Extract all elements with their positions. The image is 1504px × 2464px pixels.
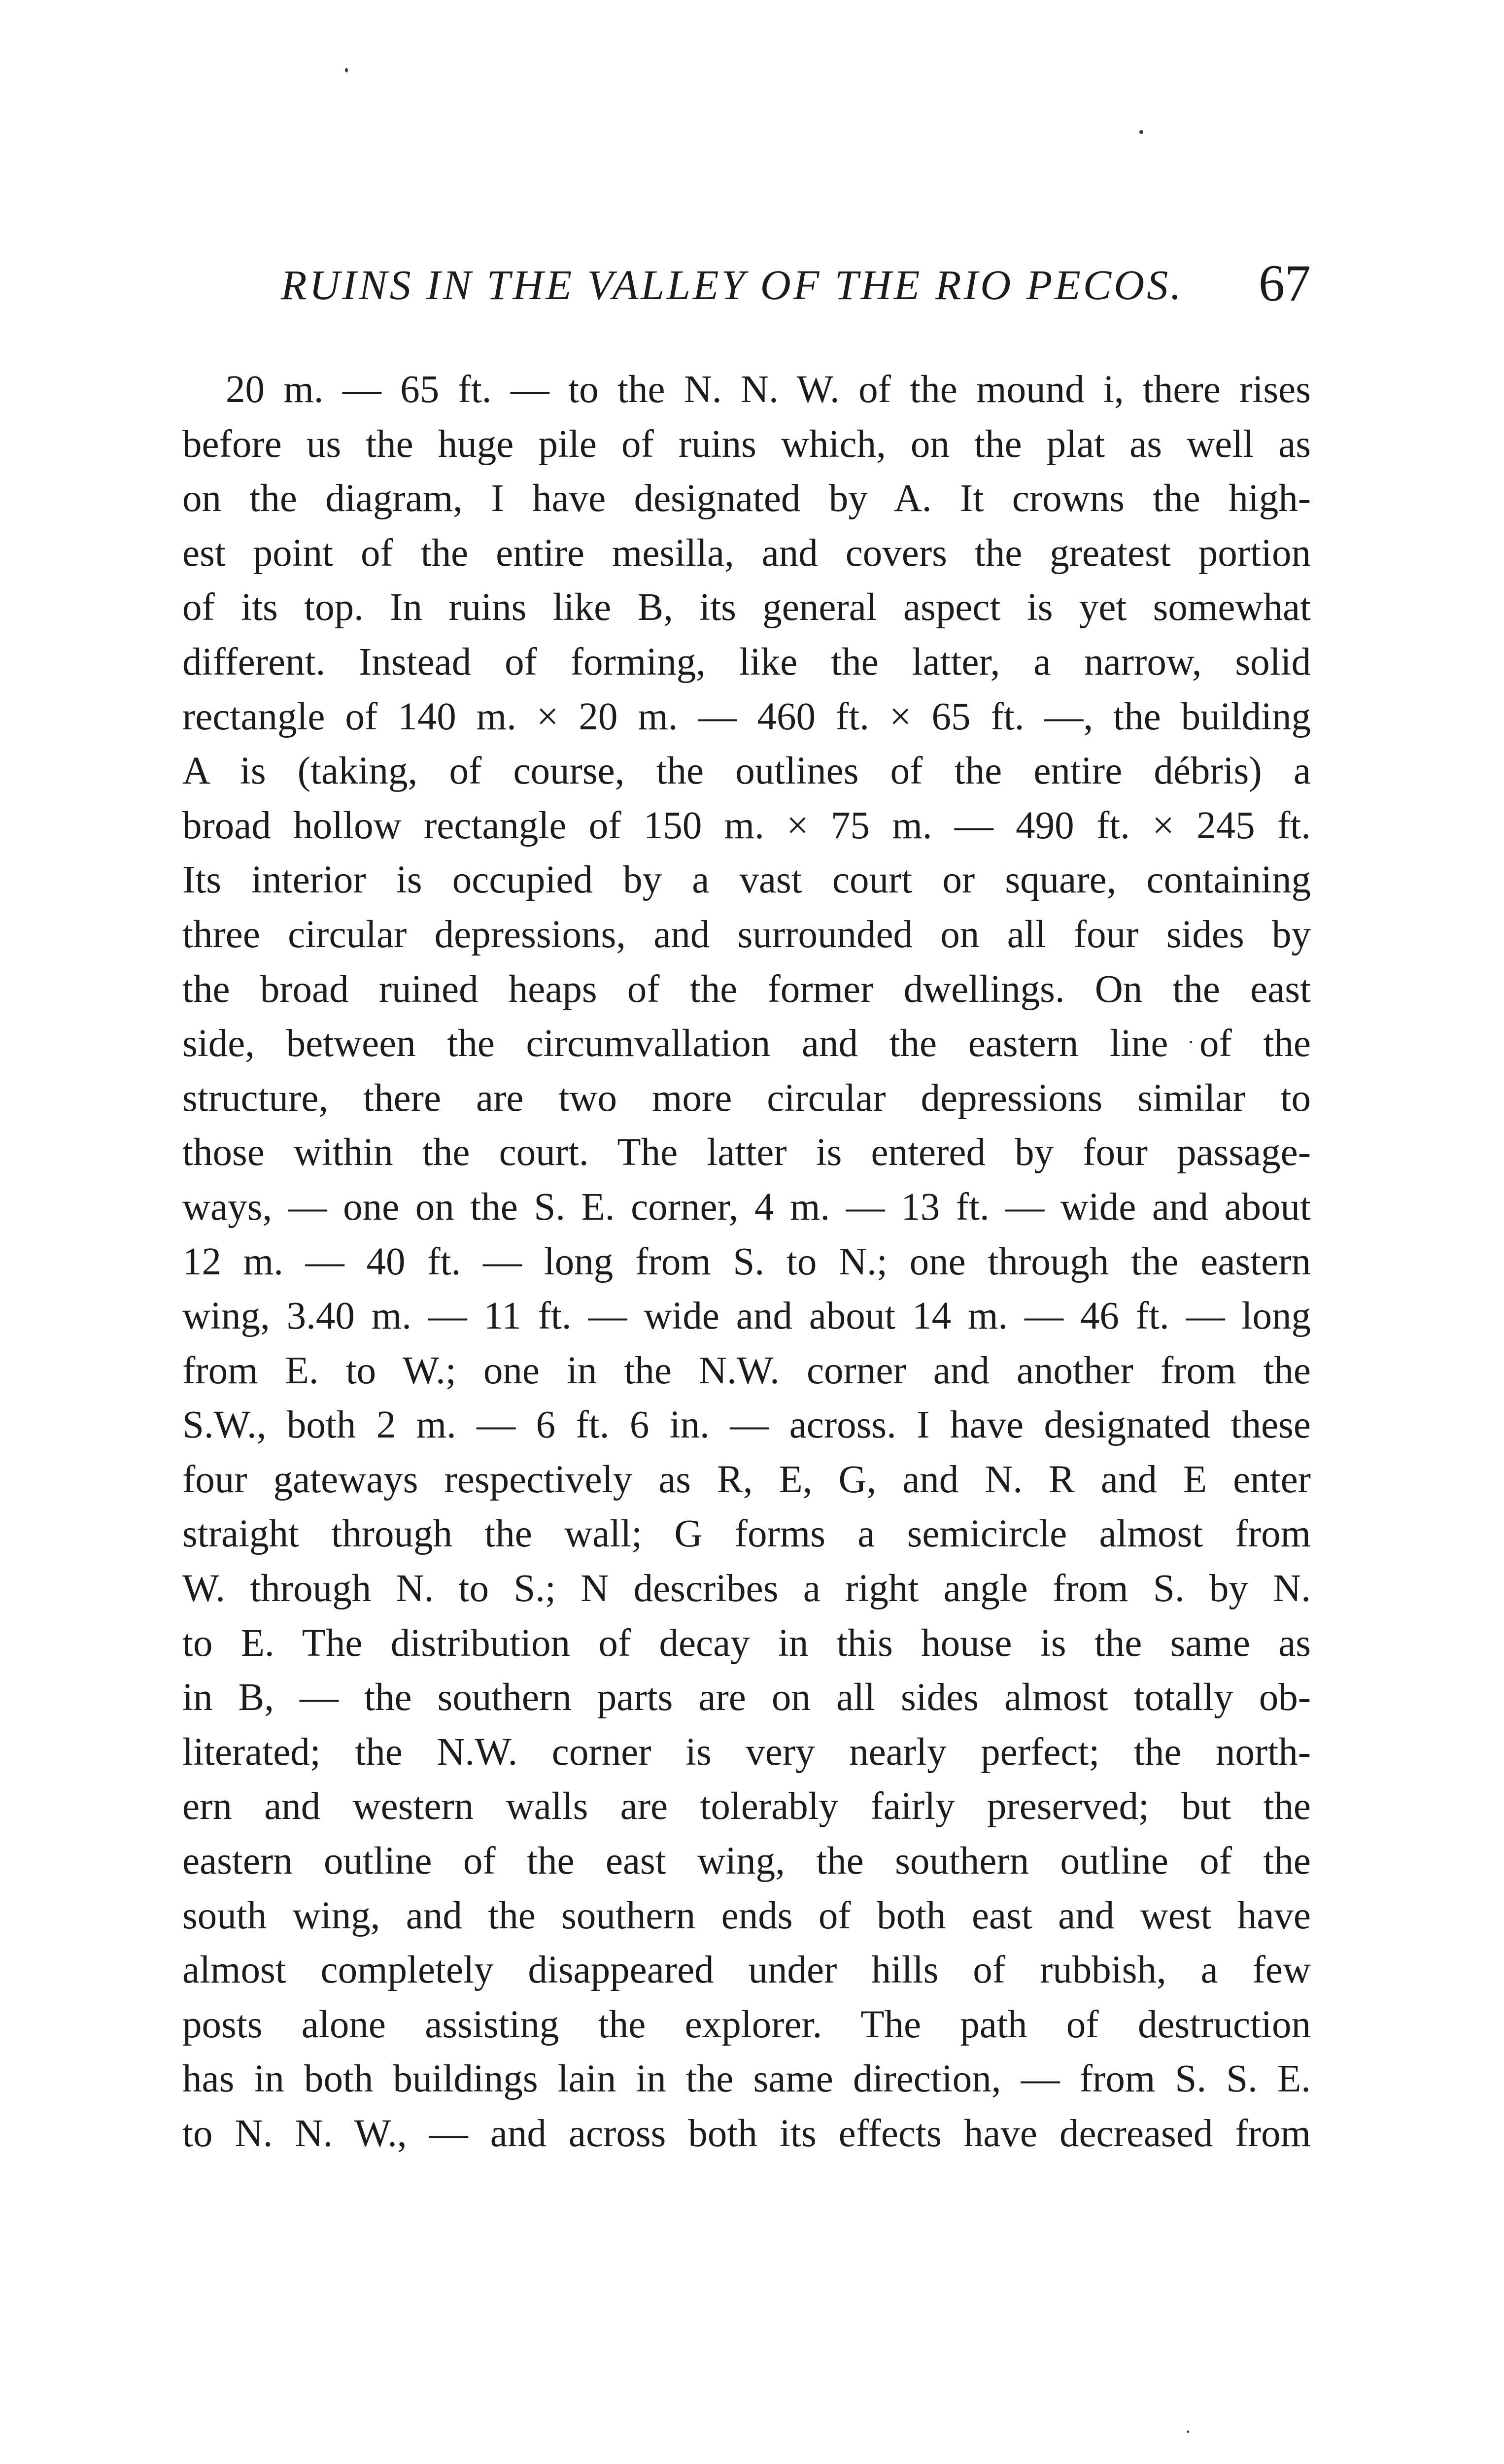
text-line: wing, 3.40 m. — 11 ft. — wide and about 14 m. — 46 ft. — long [182,1295,1311,1338]
text-line: different. Instead of forming, like the latter, a narrow, solid [182,640,1311,684]
text-line: literated; the N.W. corner is very nearly perfect; the north- [182,1730,1311,1774]
text-line: S.W., both 2 m. — 6 ft. 6 in. — across. I have designated these [182,1403,1311,1447]
text-line: to E. The distribution of decay in this house is the same as [182,1621,1311,1665]
text-line: before us the huge pile of ruins which, on the plat as well as [182,422,1311,466]
page-header [182,254,1311,316]
text-line: straight through the wall; G forms a semicircle almost from [182,1512,1311,1556]
paper-speck [345,68,348,72]
text-line: south wing, and the southern ends of both east and west have [182,1894,1311,1937]
text-line: structure, there are two more circular depressions similar to [182,1076,1311,1120]
text-line: four gateways respectively as R, E, G, and N. R and E enter [182,1458,1311,1501]
text-line: posts alone assisting the explorer. The path of destruction [182,2003,1311,2046]
body-paragraph [182,363,1311,2161]
text-line: those within the court. The latter is entered by four passage- [182,1131,1311,1174]
text-line: ways, — one on the S. E. corner, 4 m. — 13 ft. — wide and about [182,1185,1311,1229]
text-line: 20 m. — 65 ft. — to the N. N. W. of the mound i, there rises [226,368,1311,411]
page-number: 67 [1259,254,1311,312]
text-line: in B, — the southern parts are on all sides almost totally ob- [182,1676,1311,1719]
text-line: to N. N. W., — and across both its effects have decreased from [182,2112,1311,2155]
text-line: side, between the circumvallation and the eastern line of the [182,1022,1311,1065]
text-line: eastern outline of the east wing, the southern outline of the [182,1840,1311,1883]
running-head: RUINS IN THE VALLEY OF THE RIO PECOS. [281,261,1184,308]
text-line: rectangle of 140 m. × 20 m. — 460 ft. × 65 ft. —, the building [182,695,1311,738]
text-line: on the diagram, I have designated by A. It crowns the high- [182,477,1311,520]
text-line: ern and western walls are tolerably fairly preserved; but the [182,1785,1311,1828]
text-line: A is (taking, of course, the outlines of the entire débris) a [182,750,1311,793]
text-line: almost completely disappeared under hills of rubbish, a few [182,1949,1311,1992]
text-line: est point of the entire mesilla, and covers the greatest portion [182,531,1311,575]
paper-speck [1187,2430,1189,2433]
text-line: from E. to W.; one in the N.W. corner and another from the [182,1349,1311,1392]
text-line: of its top. In ruins like B, its general aspect is yet somewhat [182,586,1311,629]
paper-speck [1139,130,1143,134]
text-line: has in both buildings lain in the same direction, — from S. S. E. [182,2057,1311,2101]
text-line: broad hollow rectangle of 150 m. × 75 m. — 490 ft. × 245 ft. [182,804,1311,847]
text-line: three circular depressions, and surrounded on all four sides by [182,913,1311,956]
text-line: the broad ruined heaps of the former dwellings. On the east [182,967,1311,1011]
text-line: Its interior is occupied by a vast court or square, containing [182,858,1311,902]
text-line: 12 m. — 40 ft. — long from S. to N.; one through the eastern [182,1240,1311,1283]
text-line: W. through N. to S.; N describes a right angle from S. by N. [182,1567,1311,1610]
